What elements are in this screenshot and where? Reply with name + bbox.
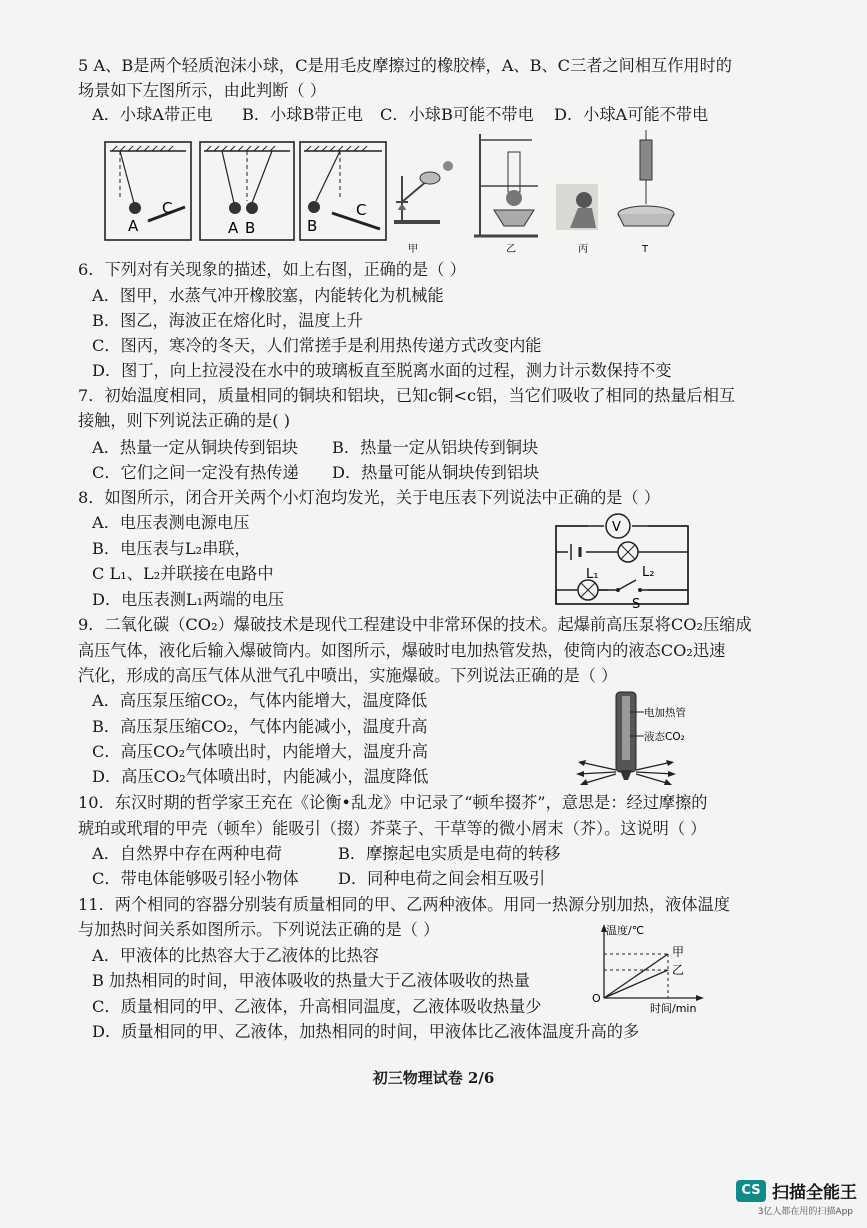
q11-stem-line2: 与加热时间关系如图所示。下列说法正确的是（ ） [78,920,440,939]
q5-label-a: A [128,217,139,235]
q5-options [92,104,708,126]
q5-stem-line2: 场景如下左图所示，由此判断（ ） [78,81,326,100]
q6-fig-ding [618,130,674,255]
q10-options-row2 [92,868,545,890]
q7-stem-line1: 7．初始温度相同，质量相同的铜块和铝块，已知c铜<c铝，当它们吸收了相同的热量后相互 [78,386,736,405]
q5-option-a: A．小球A带正电 [92,105,213,124]
q7-option-c: C．它们之间一定没有热传递 [92,463,299,482]
q10-option-d: D．同种电荷之间会相互吸引 [338,869,546,888]
q9-stem-line3: 汽化，形成的高压气体从泄气孔中喷出，实施爆破。下列说法正确的是（ ） [78,666,618,685]
q10-option-a: A．自然界中存在两种电荷 [92,844,282,863]
q9-option-b: B．高压泵压缩CO₂，气体内能减小，温度升高 [92,717,428,736]
q11-option-d: D．质量相同的甲、乙液体，加热相同的时间，甲液体比乙液体温度升高的多 [92,1022,640,1041]
q6-fig-jia [394,161,453,255]
q5-option-d: D．小球A可能不带电 [554,105,709,124]
q6-label-ding: T [642,244,649,255]
q10-stem-line2: 琥珀或玳瑁的甲壳（顿牟）能吸引（掇）芥菜子、干草等的微小屑末（芥）。这说明（ ） [78,819,707,838]
q5-label-b: B [245,219,256,237]
q8-option-a: A．电压表测电源电压 [92,513,250,532]
q10-option-c: C．带电体能够吸引轻小物体 [92,869,299,888]
q8-stem: 8．如图所示，闭合开关两个小灯泡均发光，关于电压表下列说法中正确的是（ ） [78,488,661,507]
q5-label-c: C [162,199,173,217]
q9-option-c: C．高压CO₂气体喷出时，内能增大，温度升高 [92,742,428,761]
q9-figure [572,690,712,786]
q8-label-l1: L₁ [586,567,599,582]
q9-label-heater: 电加热管 [644,707,686,719]
scanner-watermark [736,1178,857,1203]
q6-option-c: C．图丙，寒冷的冬天，人们常搓手是利用热传递方式改变内能 [92,336,542,355]
q8-option-b: B．电压表与L₂串联， [92,539,251,558]
scanner-app-name: 扫描全能王 [772,1183,857,1203]
q5-option-c: C．小球B可能不带电 [380,105,534,124]
q5-panel-ab [200,142,294,240]
q5-panel-bc [300,142,386,240]
q9-option-a: A．高压泵压缩CO₂，气体内能增大，温度降低 [92,691,428,710]
q6-figure [388,130,688,258]
q11-option-a: A．甲液体的比热容大于乙液体的比热容 [92,946,379,965]
q10-stem-line1: 10．东汉时期的哲学家王充在《论衡•乱龙》中记录了“顿牟掇芥”，意思是：经过摩擦的 [78,793,708,812]
q5-label-c2: C [356,201,367,219]
page-footer: 初三物理试卷 2/6 [372,1069,495,1087]
q7-option-d: D．热量可能从铜块传到铝块 [332,463,540,482]
q8-option-d: D．电压表测L₁两端的电压 [92,590,285,609]
q11-series-yi-line [604,970,668,998]
q6-option-a: A．图甲，水蒸气冲开橡胶塞，内能转化为机械能 [92,286,444,305]
q6-stem: 6．下列对有关现象的描述，如上右图，正确的是（ ） [78,260,466,279]
q6-label-yi: 乙 [506,244,516,255]
q11-option-c: C．质量相同的甲、乙液体，升高相同温度，乙液体吸收热量少 [92,997,542,1016]
q11-stem-line1: 11．两个相同的容器分别装有质量相同的甲、乙两种液体。用同一热源分别加热，液体温度 [78,895,730,914]
q11-origin: O [592,992,601,1005]
q6-label-bing: 丙 [578,244,588,255]
q5-figure [100,137,390,245]
q7-stem-line2: 接触，则下列说法正确的是( ) [78,411,291,430]
q8-option-c: C L₁、L₂并联接在电路中 [92,564,274,583]
q9-stem-line2: 高压气体，液化后输入爆破筒内。如图所示，爆破时电加热管发热，使筒内的液态CO₂迅速 [78,641,726,660]
q7-option-b: B．热量一定从铝块传到铜块 [332,438,539,457]
q9-option-d: D．高压CO₂气体喷出时，内能减小，温度降低 [92,767,429,786]
q10-options-row1 [92,843,560,865]
q11-series-jia-line [604,954,668,998]
q7-options-row1 [92,437,538,459]
q8-label-l2: L₂ [642,565,655,580]
q5-stem-line1: 5 A、B是两个轻质泡沫小球，C是用毛皮摩擦过的橡胶棒，A、B、C三者之间相互作用时的 [78,56,732,75]
q11-series-yi: 乙 [672,963,685,977]
q8-label-v: V [612,520,621,535]
q8-label-s: S [632,597,641,610]
q7-option-a: A．热量一定从铜块传到铝块 [92,438,298,457]
q6-option-d: D．图丁，向上拉浸没在水中的玻璃板直至脱离水面的过程，测力计示数保持不变 [92,361,672,380]
q5-label-a2: A [228,219,239,237]
q6-fig-bing [556,184,598,255]
lamp-l1-icon [578,580,598,600]
q9-stem-line1: 9．二氧化碳（CO₂）爆破技术是现代工程建设中非常环保的技术。起爆前高压泵将CO₂压缩成 [78,615,752,634]
q5-label-b2: B [307,217,318,235]
q11-xlabel: 时间/min [650,1002,697,1014]
q9-label-liquid: 液态CO₂ [644,731,685,743]
q11-series-jia: 甲 [672,945,685,959]
q8-circuit [548,510,698,610]
q10-option-b: B．摩擦起电实质是电荷的转移 [338,844,561,863]
q5-panel-ac [105,142,191,240]
q5-option-b: B．小球B带正电 [242,105,363,124]
q11-ylabel: 温度/℃ [606,924,645,937]
q6-option-b: B．图乙，海波正在熔化时，温度上升 [92,311,363,330]
q11-option-b: B 加热相同的时间，甲液体吸收的热量大于乙液体吸收的热量 [92,971,530,990]
lamp-l2-icon [618,542,638,562]
q7-options-row2 [92,462,539,484]
scanner-logo-icon: CS [736,1180,766,1202]
voltmeter-icon [606,514,630,538]
q6-fig-yi [474,134,538,255]
q6-label-jia: 甲 [408,244,418,255]
q11-graph [588,918,716,1014]
scanner-tagline: 3亿人都在用的扫描App [757,1207,853,1217]
